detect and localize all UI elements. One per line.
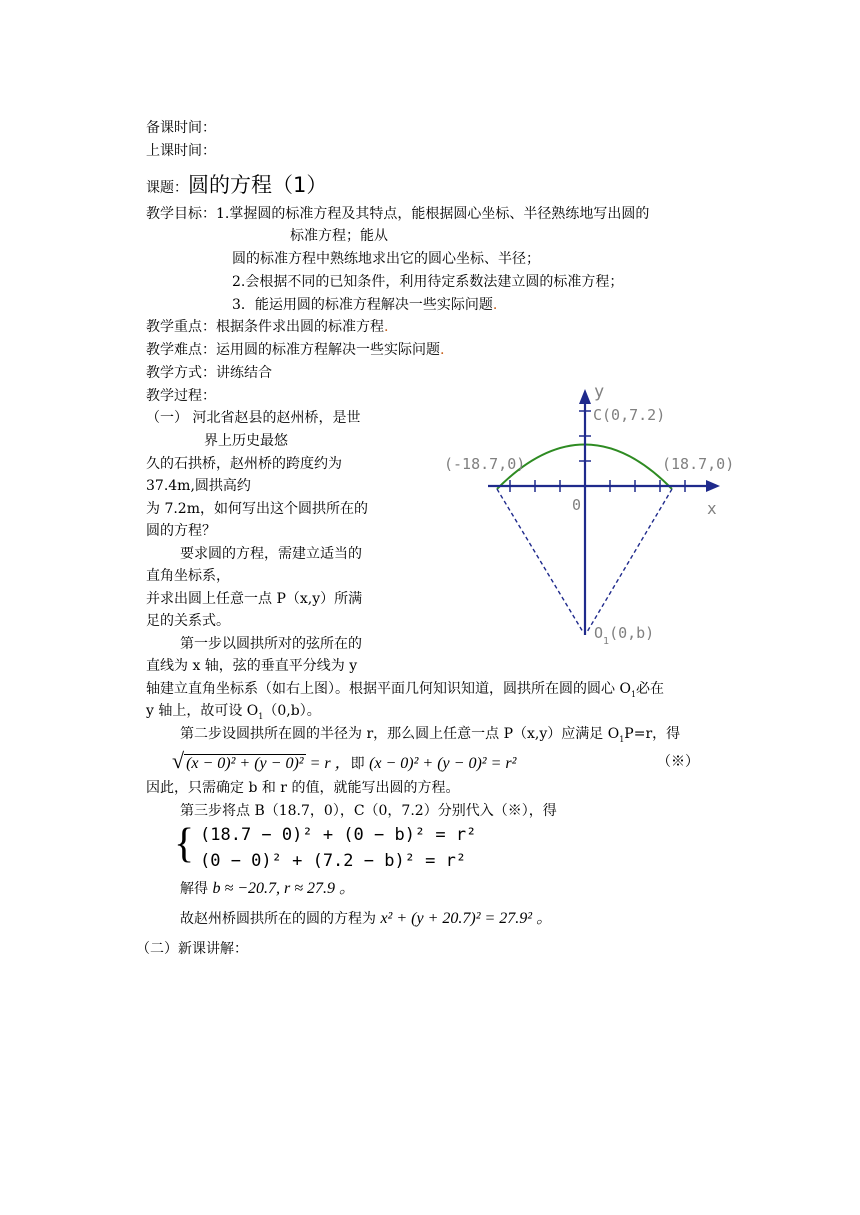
y-axis-label: y <box>594 382 605 402</box>
final-equation: x² + (y + 20.7)² = 27.9² 。 <box>380 910 553 927</box>
objective-3-period: . <box>492 297 498 313</box>
class-time-label: 上课时间： <box>146 143 216 159</box>
point-o1-coord: (0,b) <box>609 624 655 642</box>
difficulty-line <box>146 341 444 359</box>
sec1-line16: 因此，只需确定 b 和 r 的值，就能写出圆的方程。 <box>146 780 460 796</box>
sec1-line4: 37.4m,圆拱高约 <box>146 478 251 494</box>
topic-label: 课题： <box>146 180 188 196</box>
objective-2: 2.会根据不同的已知条件，利用待定系数法建立圆的标准方程； <box>232 274 624 290</box>
difficulty-label: 教学难点： <box>146 342 216 358</box>
system-eq2: (0 − 0)² + (7.2 − b)² = r² <box>200 851 467 871</box>
sec1-line11: 第一步以圆拱所对的弦所在的 <box>180 636 362 652</box>
sqrt-sign: √ <box>172 748 185 773</box>
difficulty-period: . <box>440 342 445 358</box>
objective-3-line <box>232 296 497 314</box>
solution-value: b ≈ −20.7, r ≈ 27.9 。 <box>212 880 356 897</box>
solution-line <box>180 880 355 898</box>
key-point-label: 教学重点： <box>146 319 216 335</box>
difficulty-text: 运用圆的标准方程解决一些实际问题 <box>216 342 440 358</box>
equation-line <box>172 749 516 776</box>
sec1-line1: （一） 河北省赵县的赵州桥，是世 <box>146 410 361 426</box>
sec1-line8: 直角坐标系， <box>146 568 230 584</box>
system-brace: { <box>174 821 195 867</box>
process-label: 教学过程： <box>146 388 216 404</box>
sec1-line10: 足的关系式。 <box>146 613 230 629</box>
x-axis-label: x <box>707 499 717 518</box>
solution-label: 解得 <box>180 881 213 897</box>
point-right-label: (18.7,0) <box>662 455 735 473</box>
topic-line <box>146 172 327 201</box>
sec1-line13 <box>146 680 664 704</box>
sec1-line5: 为 7.2m，如何写出这个圆拱所在的 <box>146 501 368 517</box>
point-c-label: C(0,7.2) <box>593 406 666 424</box>
sec1-line14 <box>146 702 321 726</box>
prep-time-label: 备课时间： <box>146 120 216 136</box>
sec1-line9: 并求出圆上任意一点 P（x,y）所满 <box>146 591 363 607</box>
section2-label: （二）新课讲解： <box>136 941 248 957</box>
key-point-line <box>146 318 388 336</box>
final-label: 故赵州桥圆拱所在的圆的方程为 <box>180 911 381 927</box>
sec1-line13-end: 必在 <box>636 681 665 697</box>
equation-radicand: (x − 0)² + (y − 0)² <box>186 755 304 772</box>
objective-1b: 标准方程；能从 <box>290 228 388 244</box>
sec1-line15-sub: 1 <box>619 734 625 744</box>
sec1-line12: 直线为 x 轴，弦的垂直平分线为 y <box>146 658 358 674</box>
equation-2: (x − 0)² + (y − 0)² = r² <box>369 755 517 772</box>
radius-left <box>497 489 583 632</box>
radius-right <box>587 489 672 632</box>
equation-rhs: = r ， <box>305 755 351 772</box>
objectives-label: 教学目标： <box>146 206 216 222</box>
equation-mid: 即 <box>350 756 370 772</box>
key-point-text: 根据条件求出圆的标准方程 <box>216 319 384 335</box>
method-text: 讲练结合 <box>216 365 272 381</box>
method-label: 教学方式： <box>146 365 216 381</box>
sec1-line3: 久的石拱桥，赵州桥的跨度约为 <box>146 456 342 472</box>
bridge-arch-figure <box>430 375 740 650</box>
origin-label: 0 <box>572 496 582 514</box>
sec1-line6: 圆的方程？ <box>146 523 216 539</box>
sec1-line14-sub: 1 <box>258 711 264 721</box>
equation-mark: （※） <box>657 754 699 770</box>
method-line <box>146 364 272 382</box>
topic-title: 圆的方程（1） <box>188 173 328 197</box>
y-axis-arrow <box>579 389 591 404</box>
point-o1-label <box>594 624 654 647</box>
final-line <box>180 910 552 928</box>
sec1-line15 <box>180 725 680 749</box>
sec1-line14-a: y 轴上，故可设 O <box>146 703 259 719</box>
sec1-line13-text: 轴建立直角坐标系（如右上图）。根据平面几何知识知道，圆拱所在圆的圆心 O <box>146 681 631 697</box>
sec1-line14-b: （0,b）。 <box>263 703 321 719</box>
key-point-period: . <box>384 319 389 335</box>
sec1-line15-b: P=r，得 <box>624 726 681 742</box>
sec1-line2: 界上历史最悠 <box>204 433 288 449</box>
x-axis-arrow <box>706 480 720 492</box>
objective-3: 3．能运用圆的标准方程解决一些实际问题 <box>232 297 493 313</box>
objective-1c: 圆的标准方程中熟练地求出它的圆心坐标、半径； <box>232 251 540 267</box>
sec1-line7: 要求圆的方程，需建立适当的 <box>180 546 362 562</box>
objective-1a: 1.掌握圆的标准方程及其特点，能根据圆心坐标、半径熟练地写出圆的 <box>216 206 650 222</box>
objectives-line1 <box>146 205 649 223</box>
point-left-label: (-18.7,0) <box>444 455 526 473</box>
system-eq1: (18.7 − 0)² + (0 − b)² = r² <box>200 825 477 845</box>
point-o1-sub: 1 <box>603 636 610 647</box>
sec1-line13-sub: 1 <box>630 689 637 699</box>
sec1-line17: 第三步将点 B（18.7，0），C（0，7.2）分别代入（※），得 <box>180 803 557 819</box>
point-o1-letter: O <box>594 624 604 642</box>
sec1-line15-a: 第二步设圆拱所在圆的半径为 r，那么圆上任意一点 P（x,y）应满足 O <box>180 726 620 742</box>
